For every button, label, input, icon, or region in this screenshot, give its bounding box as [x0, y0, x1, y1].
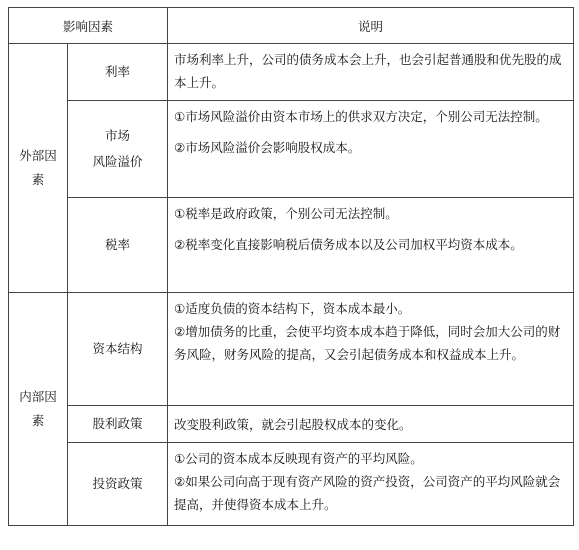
description-market-risk-premium — [168, 101, 574, 198]
description-text: 改变股利政策，就会引起股权成本的变化。 — [174, 416, 412, 432]
factor-label: 资本结构 — [92, 341, 143, 356]
influence-factors-table — [8, 7, 574, 526]
description-text: ②增加债务的比重，会使平均资本成本趋于降低，同时会加大公司的财务风险，财务风险的提高，又会引起债务成本和权益成本上升。 — [174, 324, 561, 362]
factor-label: 市场 — [105, 128, 131, 143]
description-text: ②税率变化直接影响税后债务成本以及公司加权平均资本成本。 — [174, 237, 523, 252]
group-label-line: 外部因 — [19, 148, 57, 163]
factor-interest-rate — [68, 44, 168, 101]
description-capital-structure — [168, 293, 574, 406]
factor-dividend-policy — [68, 406, 168, 443]
description-text: 市场利率上升，公司的债务成本会上升，也会引起普通股和优先股的成本上升。 — [174, 52, 562, 90]
header-row — [9, 8, 574, 44]
table-row — [9, 101, 574, 198]
header-description: 说明 — [168, 8, 574, 44]
table-row — [9, 44, 574, 101]
group-label-line: 内部因 — [19, 389, 57, 404]
factor-market-risk-premium — [68, 101, 168, 198]
table-row — [9, 443, 574, 526]
group-internal — [9, 293, 68, 526]
group-label-line: 素 — [31, 413, 45, 428]
factor-label: 利率 — [105, 64, 131, 79]
group-external — [9, 44, 68, 293]
header-factor: 影响因素 — [9, 8, 168, 44]
factor-label: 投资政策 — [92, 476, 143, 491]
description-text: ①适度负债的资本结构下，资本成本最小。 — [174, 301, 411, 316]
factor-tax-rate — [68, 198, 168, 293]
factor-label: 税率 — [105, 237, 131, 252]
description-text: ②市场风险溢价会影响股权成本。 — [174, 140, 361, 155]
table-row — [9, 406, 574, 443]
factor-label: 风险溢价 — [92, 154, 143, 169]
group-label-line: 素 — [31, 172, 45, 187]
table-row — [9, 293, 574, 406]
description-tax-rate — [168, 198, 574, 293]
description-text: ②如果公司向高于现有资产风险的资产投资，公司资产的平均风险就会提高，并使得资本成本上升。 — [174, 474, 561, 512]
description-text: ①公司的资本成本反映现有资产的平均风险。 — [174, 451, 423, 466]
description-investment-policy — [168, 443, 574, 526]
factor-investment-policy — [68, 443, 168, 526]
description-interest-rate — [168, 44, 574, 101]
factor-label: 股利政策 — [92, 416, 143, 431]
factor-capital-structure — [68, 293, 168, 406]
table-row — [9, 198, 574, 293]
description-text: ①市场风险溢价由资本市场上的供求双方决定，个别公司无法控制。 — [174, 109, 548, 124]
description-dividend-policy — [168, 406, 574, 443]
description-text: ①税率是政府政策，个别公司无法控制。 — [174, 206, 398, 221]
